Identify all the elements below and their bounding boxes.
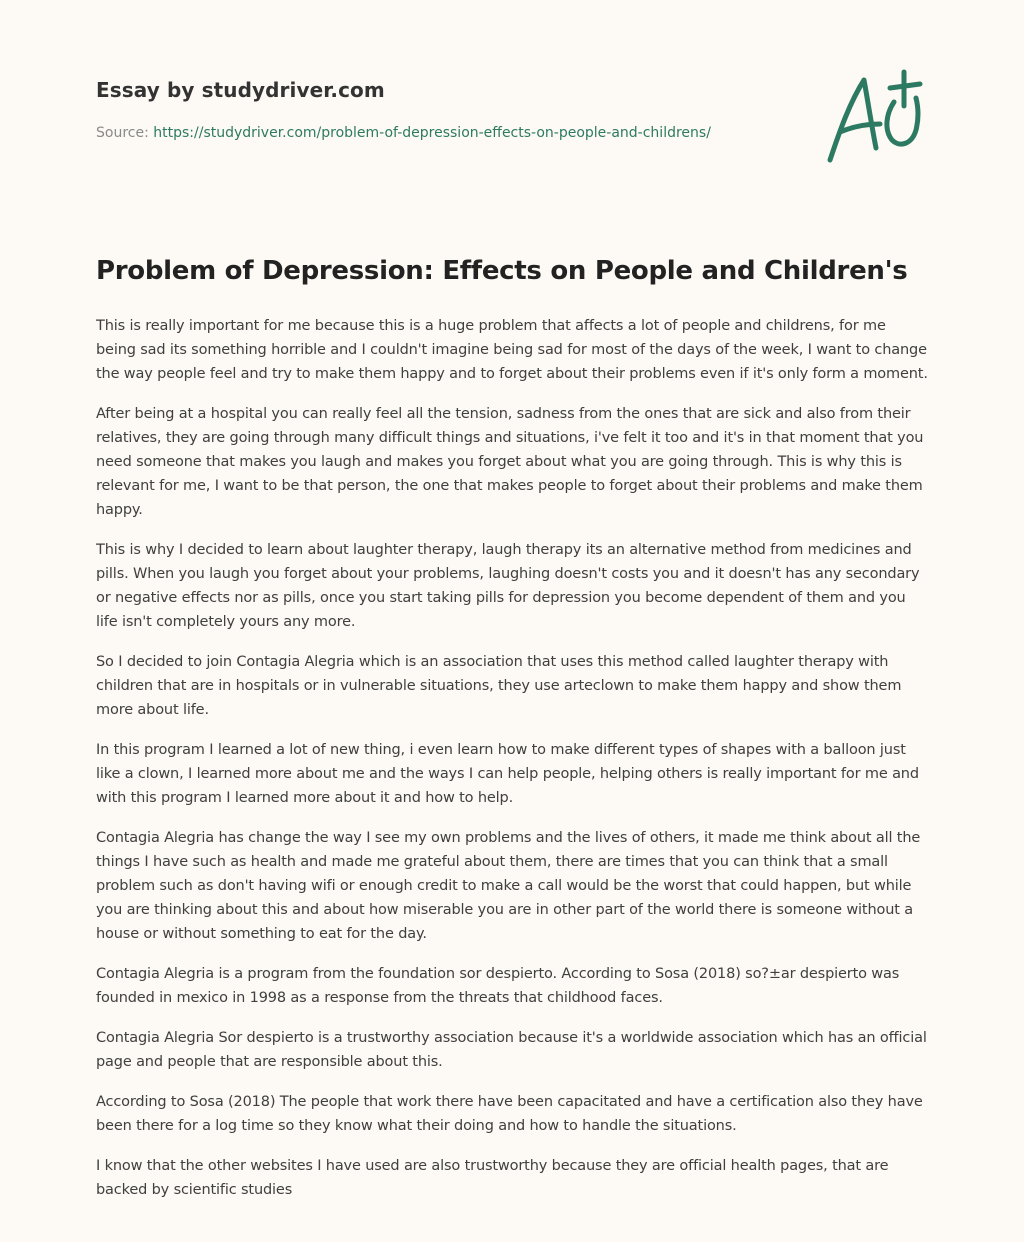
a-plus-grade-icon bbox=[820, 66, 930, 166]
essay-paragraph: This is why I decided to learn about laughter therapy, laugh therapy its an alternative method from medicines and pills. When you laugh you forget about your problems, laughing doesn't costs you and it doesn't has any secondary or negative effects nor as pills, once you start taking pills for depression you become dependent of them and you life isn't completely yours any more. bbox=[96, 542, 920, 630]
site-brand: Essay by studydriver.com bbox=[96, 78, 385, 102]
source-line bbox=[96, 125, 711, 141]
source-label: Source: bbox=[96, 125, 149, 141]
essay-title: Problem of Depression: Effects on People and Children's bbox=[96, 256, 908, 286]
essay-paragraph: Contagia Alegria has change the way I see my own problems and the lives of others, it made me think about all the things I have such as health and made me grateful about them, there are times that you can think that a small problem such as don't having wifi or enough credit to make a call would be the worst that could happen, but while you are thinking about this and about how miserable you are in other part of the world there is someone without a house or without something to eat for the day. bbox=[96, 830, 921, 942]
essay-paragraph: So I decided to join Contagia Alegria which is an association that uses this method called laughter therapy with children that are in hospitals or in vulnerable situations, they use arteclown to make them happy and show them more about life. bbox=[96, 654, 902, 718]
essay-paragraph: After being at a hospital you can really feel all the tension, sadness from the ones that are sick and also from their relatives, they are going through many difficult things and situations, i've felt it too and it's in that moment that you need someone that makes you laugh and makes you forget about what you are going through. This is why this is relevant for me, I want to be that person, the one that makes people to forget about their problems and make them happy. bbox=[96, 406, 924, 518]
essay-paragraph: According to Sosa (2018) The people that work there have been capacitated and have a certification also they have been there for a log time so they know what their doing and how to handle the situations. bbox=[96, 1094, 923, 1134]
essay-paragraph: In this program I learned a lot of new thing, i even learn how to make different types of shapes with a balloon just like a clown, I learned more about me and the ways I can help people, helping others is really important for me and with this program I learned more about it and how to help. bbox=[96, 742, 919, 806]
essay-paragraph: I know that the other websites I have used are also trustworthy because they are official health pages, that are backed by scientific studies bbox=[96, 1158, 889, 1198]
essay-paragraph: Contagia Alegria is a program from the foundation sor despierto. According to Sosa (2018) so?±ar despierto was founded in mexico in 1998 as a response from the threats that childhood faces. bbox=[96, 966, 900, 1006]
source-link[interactable]: https://studydriver.com/problem-of-depression-effects-on-people-and-childrens/ bbox=[153, 125, 711, 141]
essay-paragraph: This is really important for me because this is a huge problem that affects a lot of people and childrens, for me being sad its something horrible and I couldn't imagine being sad for most of the days of the week, I want to change the way people feel and try to make them happy and to forget about their problems even if it's only form a moment. bbox=[96, 318, 928, 382]
essay-body bbox=[96, 314, 928, 1218]
essay-paragraph: Contagia Alegria Sor despierto is a trustworthy association because it's a worldwide association which has an official page and people that are responsible about this. bbox=[96, 1030, 927, 1070]
